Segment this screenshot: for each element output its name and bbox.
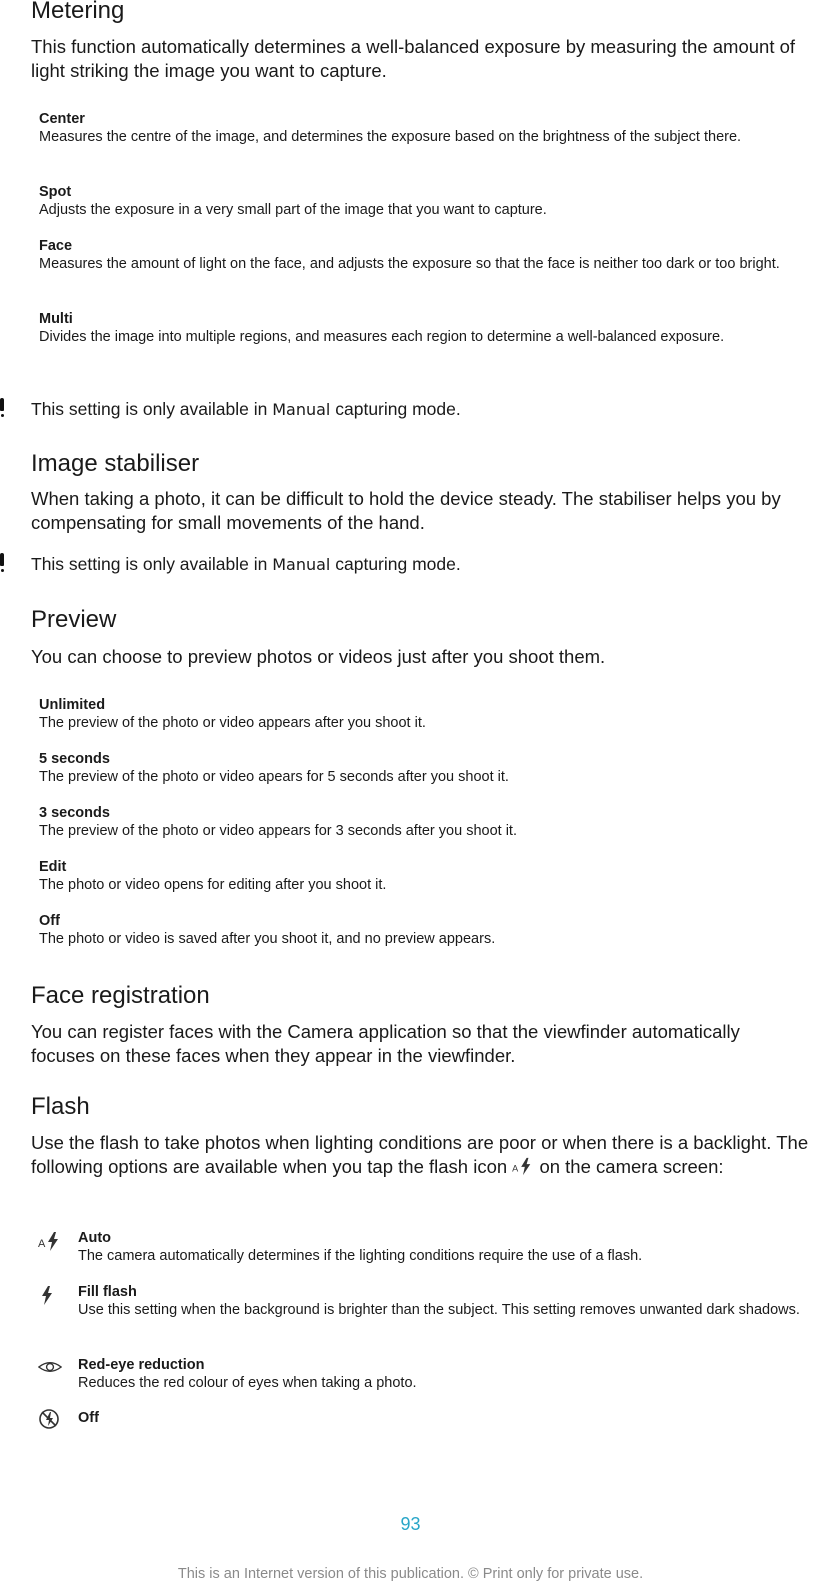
stabiliser-intro: When taking a photo, it can be difficult to hold the device steady. The stabiliser helps you by compensating for small movements of the hand.: [31, 488, 781, 533]
option-desc: The preview of the photo or video appears after you shoot it.: [39, 715, 426, 731]
flash-off-icon: [38, 1407, 62, 1431]
option-term: Off: [39, 913, 60, 929]
option-term: Center: [39, 111, 85, 127]
option-term: 3 seconds: [39, 805, 110, 821]
flash-option-fill-flash: [78, 1283, 814, 1320]
option-term: Auto: [78, 1230, 112, 1246]
metering-intro: This function automatically determines a well-balanced exposure by measuring the amount of light striking the image you want to capture.: [31, 36, 796, 81]
option-desc: Measures the amount of light on the face, and adjusts the exposure so that the face is neither too dark or too bright.: [39, 256, 780, 272]
auto-flash-icon: [38, 1229, 62, 1253]
auto-flash-icon: [512, 1156, 534, 1176]
option-desc: Divides the image into multiple regions, and measures each region to determine a well-balanced exposure.: [39, 329, 725, 345]
option-desc: Adjusts the exposure in a very small part of the image that you want to capture.: [39, 202, 547, 218]
option-term: Edit: [39, 859, 67, 875]
option-term: Off: [78, 1410, 99, 1426]
note-text-suffix: capturing mode.: [330, 399, 461, 419]
metering-option-face: [39, 237, 814, 274]
red-eye-icon: [38, 1355, 62, 1379]
exclamation-icon: [0, 398, 4, 418]
option-term: 5 seconds: [39, 751, 110, 767]
option-desc: The preview of the photo or video appears for 3 seconds after you shoot it.: [39, 823, 517, 839]
option-desc: The photo or video is saved after you shoot it, and no preview appears.: [39, 931, 496, 947]
fill-flash-icon: [38, 1283, 62, 1307]
face-registration-intro: You can register faces with the Camera application so that the viewfinder automatically focuses on these faces when they appear in the viewfinder.: [31, 1021, 740, 1066]
footer-notice: This is an Internet version of this publication. © Print only for private use.: [177, 1566, 644, 1582]
preview-heading: Preview: [31, 606, 117, 633]
flash-intro-text: Use the flash to take photos when lighting conditions are poor or when there is a backlight. The following options are available when you tap the flash icon: [31, 1132, 809, 1177]
note-mode-manual: Manual: [272, 555, 331, 574]
metering-option-multi: [39, 310, 779, 347]
flash-option-off: [78, 1409, 814, 1427]
option-term: Fill flash: [78, 1284, 137, 1300]
flash-option-red-eye-reduction: [78, 1356, 814, 1393]
metering-note: [0, 398, 821, 421]
option-desc: The camera automatically determines if the lighting conditions require the use of a flash.: [78, 1248, 643, 1264]
note-text-prefix: This setting is only available in: [31, 399, 273, 419]
option-desc: The preview of the photo or video apears for 5 seconds after you shoot it.: [39, 769, 509, 785]
flash-option-auto: [78, 1229, 814, 1266]
preview-option-off: [39, 912, 814, 949]
stabiliser-heading: Image stabiliser: [31, 450, 200, 477]
svg-text:A: A: [512, 1163, 519, 1174]
option-term: Face: [39, 238, 73, 254]
option-term: Spot: [39, 184, 72, 200]
note-text-suffix: capturing mode.: [330, 554, 461, 574]
preview-option-unlimited: [39, 696, 814, 733]
option-term: Multi: [39, 311, 73, 327]
preview-intro: You can choose to preview photos or videos just after you shoot them.: [31, 646, 606, 667]
option-desc: Use this setting when the background is brighter than the subject. This setting removes unwanted dark shadows.: [78, 1302, 800, 1318]
exclamation-icon: [0, 553, 4, 573]
stabiliser-note: [0, 553, 821, 576]
note-text-prefix: This setting is only available in: [31, 554, 273, 574]
face-registration-heading: Face registration: [31, 982, 210, 1009]
option-desc: Measures the centre of the image, and determines the exposure based on the brightness of the subject there.: [39, 129, 742, 145]
flash-heading: Flash: [31, 1093, 90, 1120]
option-term: Unlimited: [39, 697, 106, 713]
metering-option-spot: [39, 183, 814, 220]
flash-intro: [31, 1131, 811, 1179]
preview-option-edit: [39, 858, 814, 895]
svg-text:A: A: [38, 1238, 46, 1250]
option-term: Red-eye reduction: [78, 1357, 205, 1373]
metering-heading: Metering: [31, 0, 125, 24]
metering-option-center: [39, 110, 814, 147]
option-desc: The photo or video opens for editing after you shoot it.: [39, 877, 387, 893]
flash-intro-text-end: on the camera screen:: [539, 1156, 724, 1177]
preview-option-5-seconds: [39, 750, 814, 787]
preview-option-3-seconds: [39, 804, 814, 841]
note-mode-manual: Manual: [272, 400, 331, 419]
page-number: 93: [400, 1514, 421, 1534]
option-desc: Reduces the red colour of eyes when taking a photo.: [78, 1375, 417, 1391]
